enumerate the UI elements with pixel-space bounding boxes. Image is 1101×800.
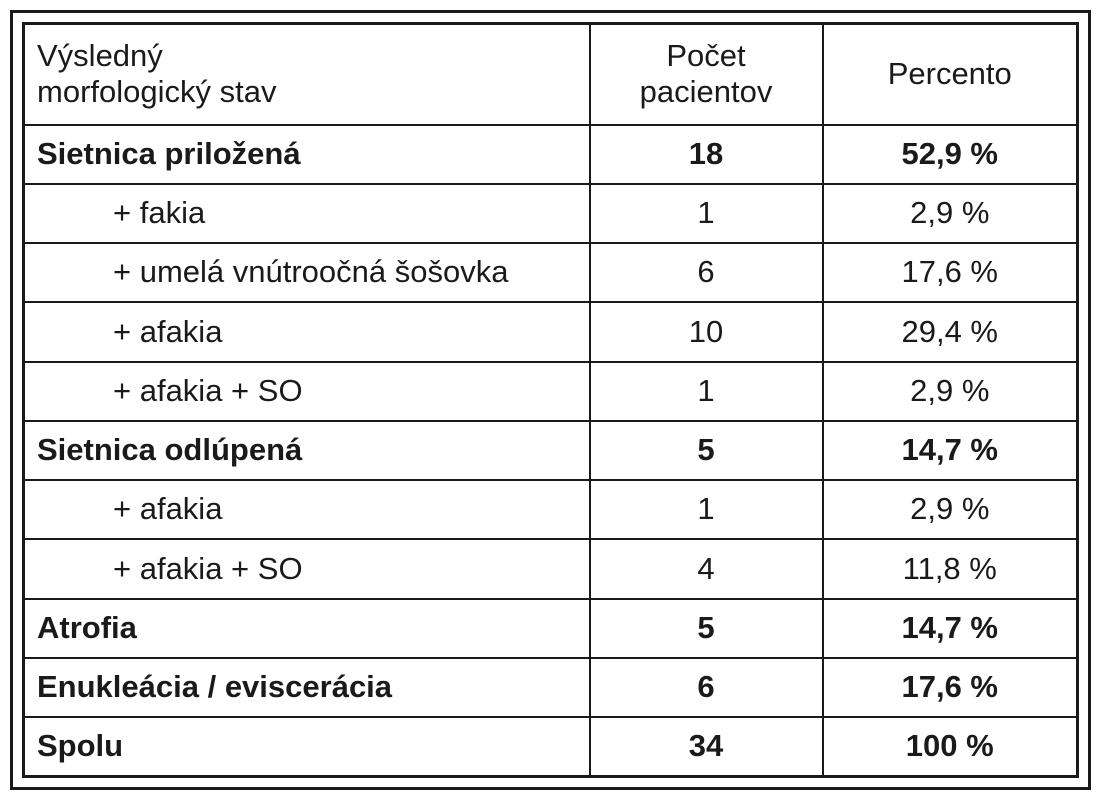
- header-col1-line1: Výsledný: [37, 37, 163, 73]
- row-label: + afakia: [24, 480, 590, 539]
- table-frame: [10, 10, 1091, 790]
- row-count: 18: [590, 125, 823, 184]
- row-count: 6: [590, 243, 823, 302]
- row-count: 5: [590, 421, 823, 480]
- table-row: [24, 125, 1078, 184]
- header-morphological-state: [24, 24, 590, 125]
- table-row: [24, 362, 1078, 421]
- table-row-total: [24, 717, 1078, 776]
- row-label: Sietnica odlúpená: [24, 421, 590, 480]
- row-percent: 11,8 %: [823, 539, 1078, 598]
- row-percent: 14,7 %: [823, 421, 1078, 480]
- table-row: [24, 539, 1078, 598]
- table-row: [24, 599, 1078, 658]
- results-table: [22, 22, 1079, 778]
- header-row: [24, 24, 1078, 125]
- row-label: + afakia + SO: [24, 362, 590, 421]
- row-percent: 29,4 %: [823, 302, 1078, 361]
- row-label: Atrofia: [24, 599, 590, 658]
- table-row: [24, 243, 1078, 302]
- row-count: 34: [590, 717, 823, 776]
- row-label: + umelá vnútroočná šošovka: [24, 243, 590, 302]
- header-col2-line1: Počet: [666, 37, 746, 73]
- row-percent: 2,9 %: [823, 480, 1078, 539]
- row-count: 5: [590, 599, 823, 658]
- row-percent: 100 %: [823, 717, 1078, 776]
- row-percent: 2,9 %: [823, 184, 1078, 243]
- row-label: Spolu: [24, 717, 590, 776]
- row-label: + afakia + SO: [24, 539, 590, 598]
- row-count: 10: [590, 302, 823, 361]
- row-label: Sietnica priložená: [24, 125, 590, 184]
- row-label: + fakia: [24, 184, 590, 243]
- row-count: 4: [590, 539, 823, 598]
- table-row: [24, 658, 1078, 717]
- header-percent: Percento: [823, 24, 1078, 125]
- row-percent: 17,6 %: [823, 243, 1078, 302]
- header-col2-line2: pacientov: [639, 74, 773, 110]
- row-label: + afakia: [24, 302, 590, 361]
- row-percent: 52,9 %: [823, 125, 1078, 184]
- row-count: 1: [590, 480, 823, 539]
- table-row: [24, 302, 1078, 361]
- table-row: [24, 184, 1078, 243]
- row-label: Enukleácia / eviscerácia: [24, 658, 590, 717]
- header-patient-count: [590, 24, 823, 125]
- header-col1-line2: morfologický stav: [37, 74, 277, 110]
- row-count: 6: [590, 658, 823, 717]
- table-row: [24, 421, 1078, 480]
- row-percent: 17,6 %: [823, 658, 1078, 717]
- table-row: [24, 480, 1078, 539]
- row-percent: 14,7 %: [823, 599, 1078, 658]
- row-percent: 2,9 %: [823, 362, 1078, 421]
- row-count: 1: [590, 362, 823, 421]
- row-count: 1: [590, 184, 823, 243]
